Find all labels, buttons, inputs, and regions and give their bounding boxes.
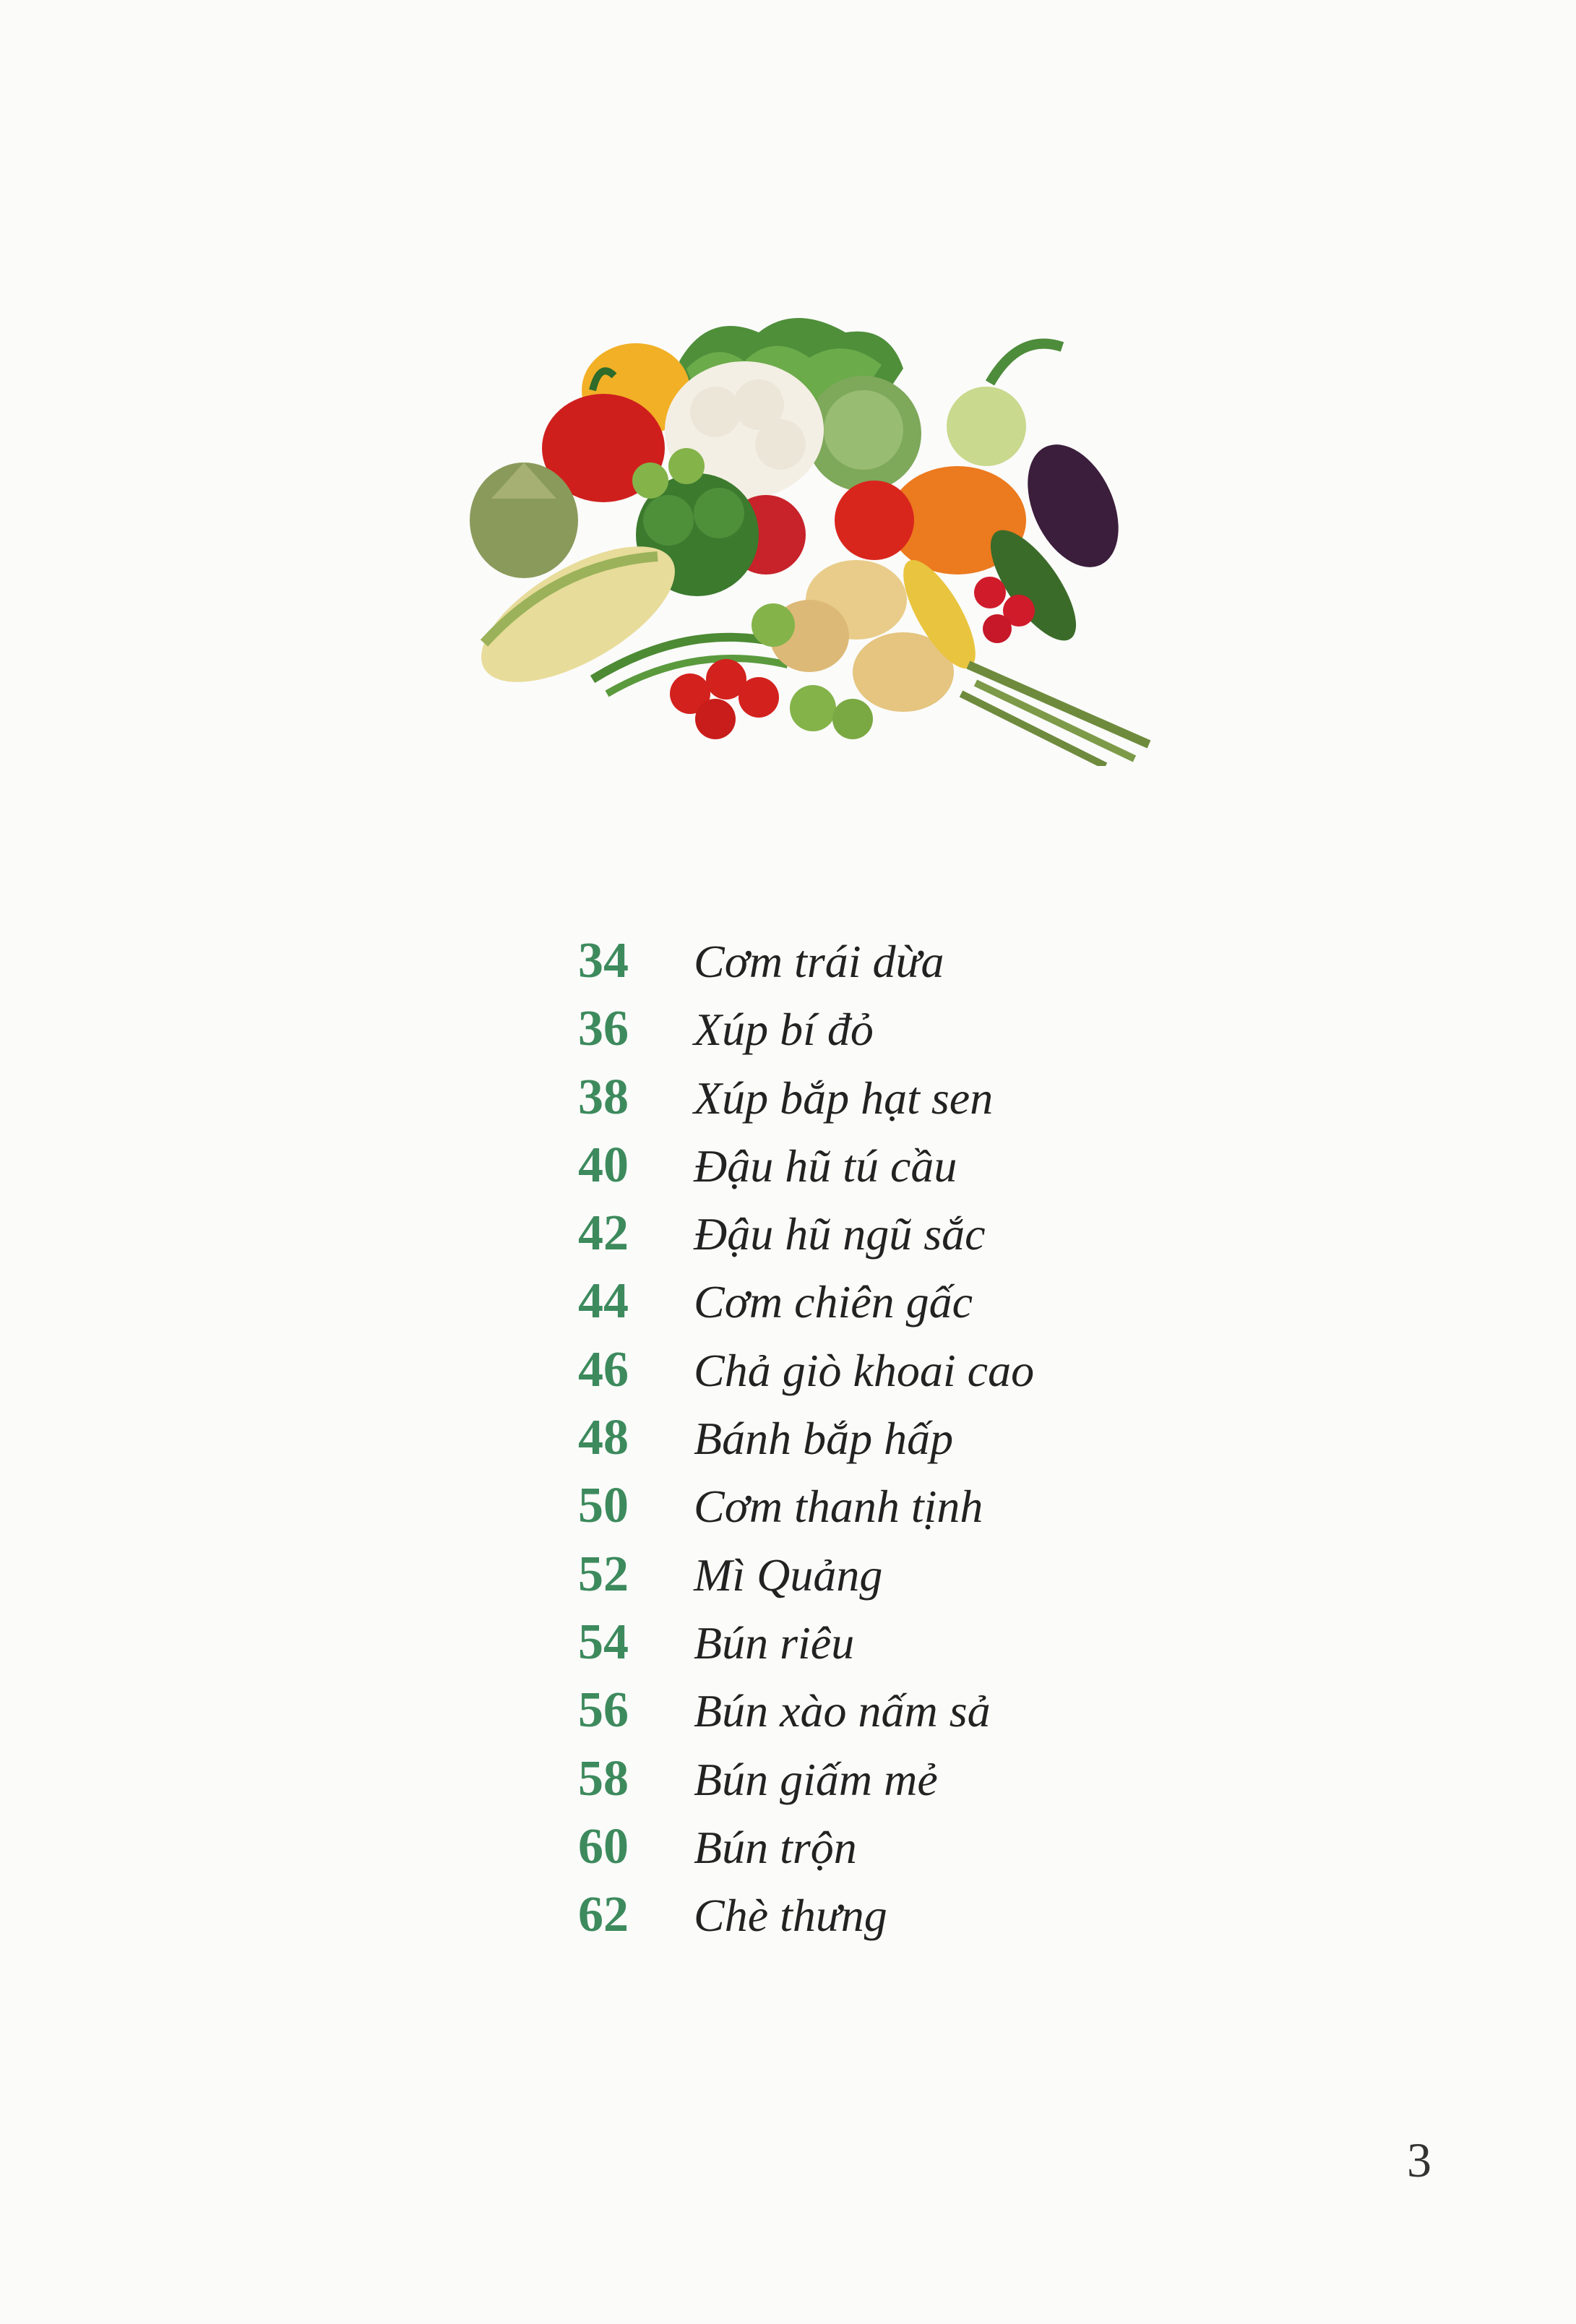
toc-title: Bún giấm mẻ <box>694 1753 938 1805</box>
toc-title: Chả giò khoai cao <box>694 1344 1035 1396</box>
toc-title: Đậu hũ ngũ sắc <box>694 1208 986 1260</box>
kohlrabi <box>947 387 1026 466</box>
toc-entry[interactable] <box>578 932 1228 1000</box>
toc-page-number: 34 <box>578 933 629 989</box>
toc-entry[interactable] <box>578 1000 1228 1068</box>
toc-entry[interactable] <box>578 1137 1228 1205</box>
brussels-sprout <box>668 448 705 484</box>
toc-title: Đậu hũ tú cầu <box>694 1140 957 1192</box>
toc-page-number: 44 <box>578 1273 629 1330</box>
page-number: 3 <box>1407 2133 1431 2187</box>
toc-page-number: 48 <box>578 1410 629 1466</box>
toc-entry[interactable] <box>578 1341 1228 1409</box>
toc-title: Xúp bắp hạt sen <box>694 1072 994 1124</box>
toc-title: Bún riêu <box>694 1617 855 1669</box>
table-of-contents <box>578 932 1228 1954</box>
toc-page-number: 50 <box>578 1478 629 1534</box>
toc-entry[interactable] <box>578 1818 1228 1886</box>
toc-title: Mì Quảng <box>694 1549 883 1601</box>
toc-page-number: 52 <box>578 1546 629 1602</box>
toc-page-number: 42 <box>578 1205 629 1262</box>
cherry-tomato <box>739 677 779 718</box>
toc-title: Xúp bí đỏ <box>694 1004 874 1056</box>
toc-entry[interactable] <box>578 1614 1228 1682</box>
brussels-sprout <box>752 603 795 647</box>
toc-page-number: 62 <box>578 1887 629 1943</box>
toc-title: Chè thưng <box>694 1890 887 1942</box>
toc-title: Bún trộn <box>694 1821 857 1873</box>
tomato <box>835 481 914 560</box>
toc-entry[interactable] <box>578 1409 1228 1477</box>
toc-title: Cơm trái dừa <box>694 936 944 987</box>
toc-entry[interactable] <box>578 1886 1228 1954</box>
toc-entry[interactable] <box>578 1477 1228 1545</box>
brussels-sprout <box>632 462 668 499</box>
toc-entry[interactable] <box>578 1273 1228 1340</box>
toc-page-number: 60 <box>578 1818 629 1875</box>
toc-entry[interactable] <box>578 1682 1228 1750</box>
toc-page-number: 36 <box>578 1001 629 1057</box>
brussels-sprout <box>790 685 836 731</box>
cherry-tomato <box>695 699 736 739</box>
toc-page-number: 46 <box>578 1341 629 1398</box>
toc-page-number: 54 <box>578 1614 629 1670</box>
toc-entry[interactable] <box>578 1205 1228 1273</box>
toc-page-number: 56 <box>578 1682 629 1739</box>
toc-title: Cơm chiên gấc <box>694 1276 973 1328</box>
radish <box>974 577 1006 608</box>
toc-entry[interactable] <box>578 1750 1228 1818</box>
toc-title: Bánh bắp hấp <box>694 1413 954 1465</box>
asparagus <box>968 665 1149 744</box>
toc-entry[interactable] <box>578 1546 1228 1614</box>
toc-page-number: 40 <box>578 1137 629 1193</box>
brussels-sprout <box>832 699 873 739</box>
toc-title: Bún xào nấm sả <box>694 1685 991 1737</box>
toc-page-number: 38 <box>578 1069 629 1125</box>
toc-title: Cơm thanh tịnh <box>694 1481 983 1533</box>
vegetables-illustration <box>470 304 1156 766</box>
toc-page-number: 58 <box>578 1750 629 1807</box>
toc-entry[interactable] <box>578 1069 1228 1137</box>
radish <box>983 614 1012 643</box>
